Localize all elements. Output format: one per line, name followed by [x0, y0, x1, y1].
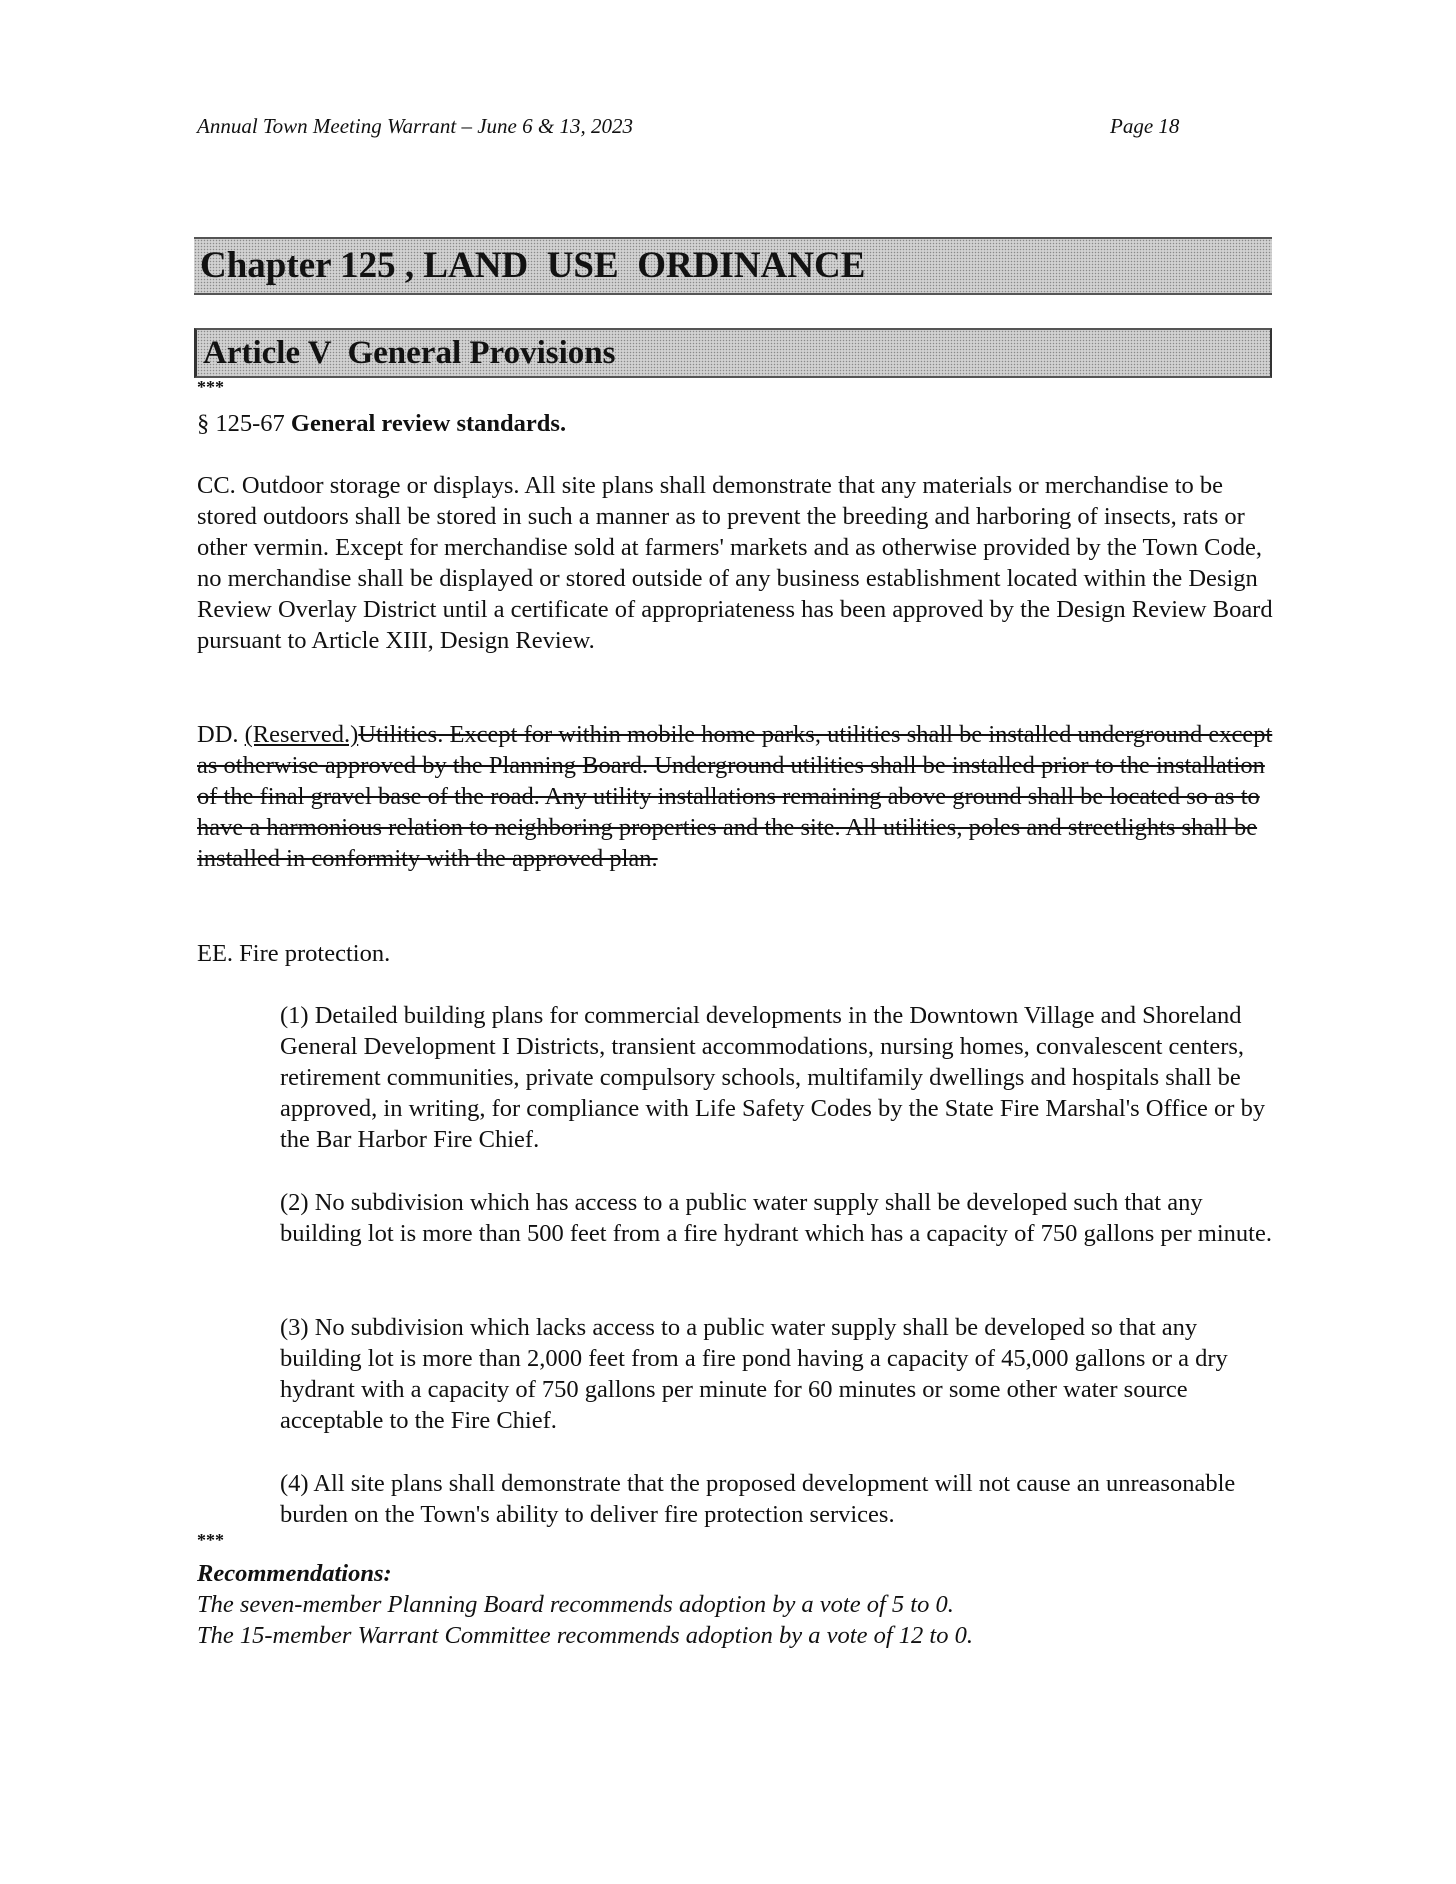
chapter-heading: Chapter 125 , LAND USE ORDINANCE	[194, 237, 1272, 295]
omission-marker-bottom: ***	[197, 1530, 224, 1550]
dd-prefix: DD.	[197, 721, 245, 748]
section-heading	[197, 408, 1282, 439]
ee-item-2: (2) No subdivision which has access to a public water supply shall be developed such that any building lot is more than 500 feet from a fire hydrant which has a capacity of 750 gallons per minute.	[280, 1189, 1272, 1247]
page-number: Page 18	[1110, 114, 1180, 138]
recommendation-warrant-committee: The 15-member Warrant Committee recommends adoption by a vote of 12 to 0.	[197, 1622, 973, 1649]
running-header-title: Annual Town Meeting Warrant – June 6 & 13, 2023	[197, 114, 633, 138]
article-heading: Article V General Provisions	[194, 328, 1272, 378]
recommendation-planning-board: The seven-member Planning Board recommends adoption by a vote of 5 to 0.	[197, 1591, 954, 1618]
recommendations-heading: Recommendations:	[197, 1560, 392, 1587]
paragraph-cc: CC. Outdoor storage or displays. All site plans shall demonstrate that any materials or merchandise to be stored outdoors shall be stored in such a manner as to prevent the breeding and harboring of insects, rats or other vermin. Except for merchandise sold at farmers' markets and as otherwise provided by the Town Code, no merchandise shall be displayed or stored outside of any business establishment located within the Design Review Overlay District until a certificate of appropriateness has been approved by the Design Review Board pursuant to Article XIII, Design Review.	[197, 472, 1273, 654]
dd-inserted-text: (Reserved.)	[244, 721, 359, 748]
ee-item-1: (1) Detailed building plans for commercial developments in the Downtown Village and Shoreland General Development I Districts, transient accommodations, nursing homes, convalescent centers, retirement communities, private compulsory schools, multifamily dwellings and hospitals shall be approved, in writing, for compliance with Life Safety Codes by the State Fire Marshal's Office or by the Bar Harbor Fire Chief.	[280, 1002, 1266, 1153]
section-number: § 125-67	[197, 410, 291, 437]
paragraph-dd	[197, 719, 1282, 874]
paragraph-ee-heading: EE. Fire protection.	[197, 940, 391, 967]
ee-item-3: (3) No subdivision which lacks access to a public water supply shall be developed so that any building lot is more than 2,000 feet from a fire pond having a capacity of 45,000 gallons or a dry hydrant with a capacity of 750 gallons per minute for 60 minutes or some other water source acceptable to the Fire Chief.	[280, 1314, 1228, 1434]
omission-marker-top: ***	[197, 377, 224, 397]
ee-item-4: (4) All site plans shall demonstrate that the proposed development will not cause an unreasonable burden on the Town's ability to deliver fire protection services.	[280, 1470, 1236, 1528]
dd-deleted-text: Utilities. Except for within mobile home parks, utilities shall be installed underground except as otherwise approved by the Planning Board. Underground utilities shall be installed prior to the installation of the final gravel base of the road. Any utility installations remaining above ground shall be located so as to have a harmonious relation to neighboring properties and the site. All utilities, poles and streetlights shall be installed in conformity with the approved plan.	[197, 721, 1273, 872]
section-title: General review standards.	[290, 410, 567, 437]
